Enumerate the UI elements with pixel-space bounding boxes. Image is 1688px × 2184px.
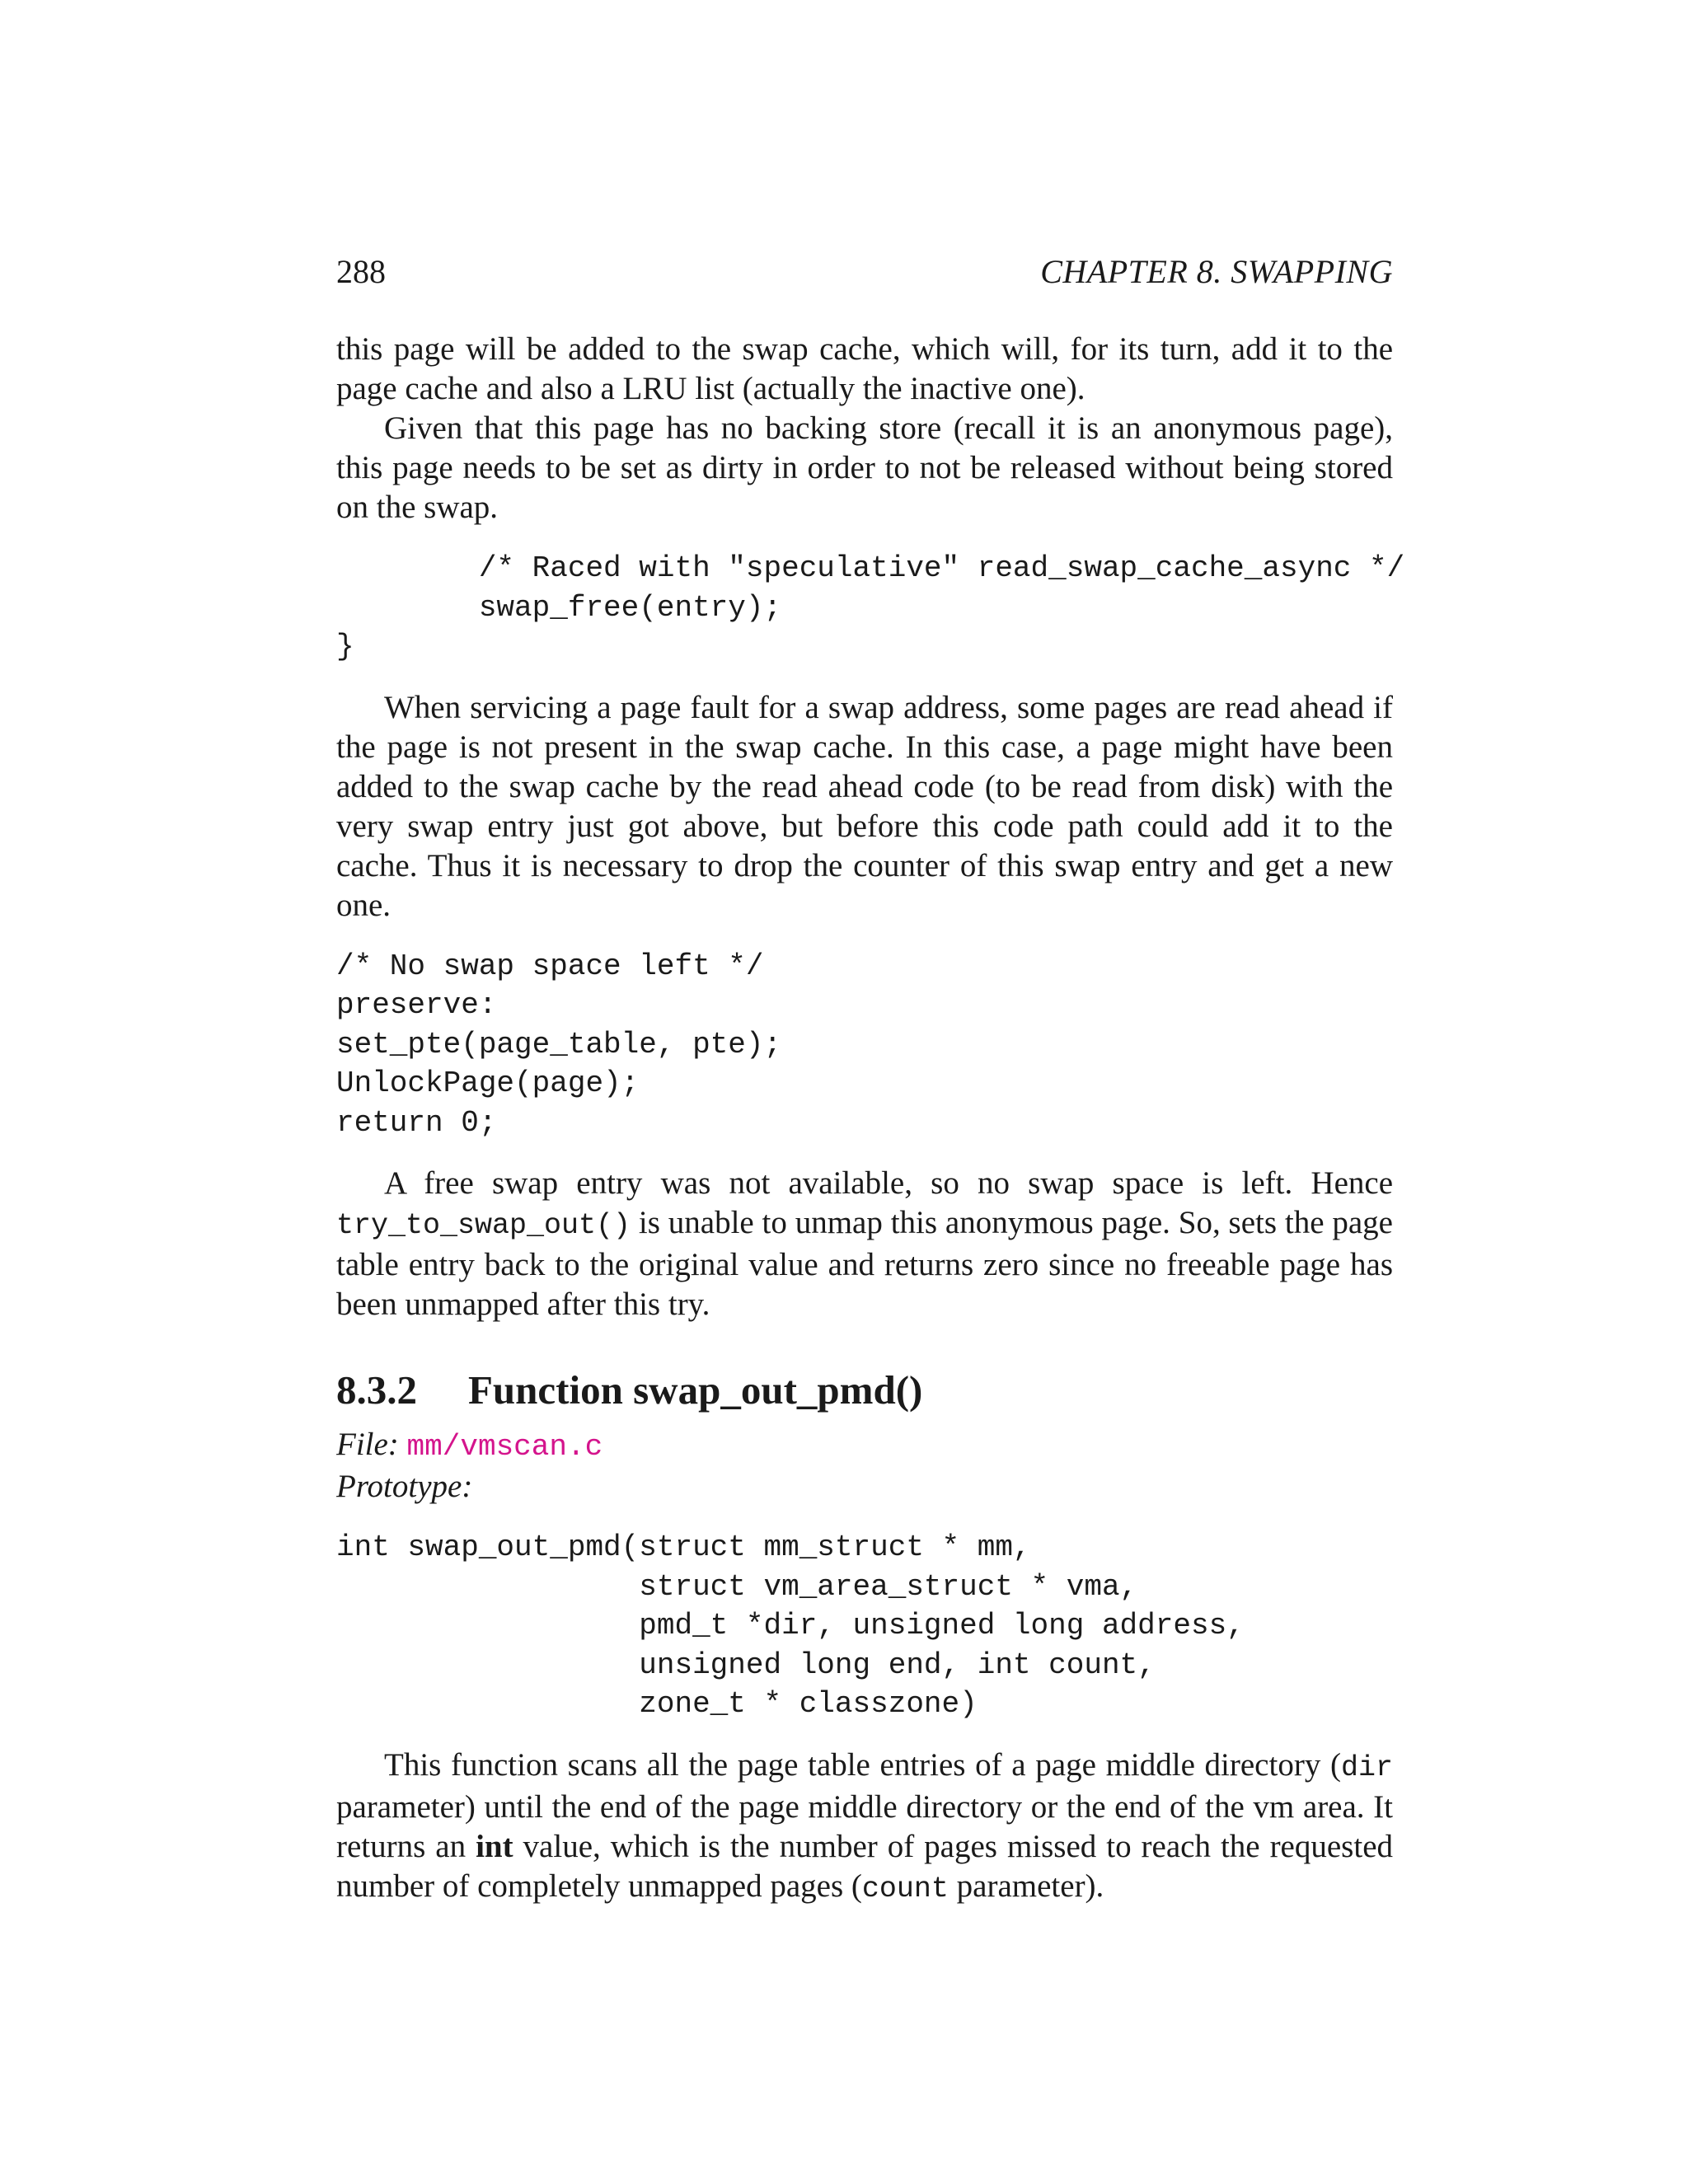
code-block-prototype: int swap_out_pmd(struct mm_struct * mm, struct vm_area_struct * vma, pmd_t *dir, unsigned long address, unsigned long end, int count, zone_t * classzone) (336, 1530, 1245, 1721)
document-page (336, 247, 1405, 1909)
inline-code-try-to-swap-out: try_to_swap_out() (336, 1209, 631, 1242)
prototype-label: Prototype: (336, 1469, 473, 1504)
paragraph-backing-store: Given that this page has no backing store (recall it is an anonymous page), this page needs to be set as dirty in order to not be released without being stored on the swap. (336, 410, 1393, 525)
paragraph-function-description (336, 1746, 1393, 1909)
code-block-raced: /* Raced with "speculative" read_swap_cache_async */ swap_free(entry); } (336, 551, 1405, 663)
file-line (336, 1425, 1393, 1467)
inline-code-count: count (861, 1872, 949, 1905)
bold-int: int (476, 1828, 513, 1864)
para5-text-2: parameter) until the end of the page middle directory or the end of the vm area. It returns an (336, 1788, 1393, 1864)
para5-text-3: value, which is the number of pages missed to reach the requested number of completely unmapped pages ( (336, 1828, 1393, 1904)
para4-text-after: is unable to unmap this anonymous page. So, sets the page table entry back to the original value and returns zero since no freeable page has been unmapped after this try. (336, 1205, 1393, 1322)
section-heading (336, 1366, 1393, 1415)
inline-code-dir: dir (1340, 1750, 1393, 1784)
page-header (336, 247, 1393, 297)
paragraph-no-swap-space (336, 1164, 1393, 1324)
file-path-link[interactable]: mm/vmscan.c (406, 1430, 603, 1464)
section-title: Function swap_out_pmd() (468, 1367, 923, 1413)
prototype-line (336, 1467, 1393, 1507)
running-title: CHAPTER 8. SWAPPING (1040, 253, 1393, 290)
file-label: File: (336, 1427, 399, 1462)
paragraph-swap-cache: this page will be added to the swap cache, which will, for its turn, add it to the page cache and also a LRU list (actually the inactive one). (336, 331, 1393, 406)
paragraph-page-fault: When servicing a page fault for a swap address, some pages are read ahead if the page is not present in the swap cache. In this case, a page might have been added to the swap cache by the read ahead code (to be read from disk) with the very swap entry just got above, but before this code path could add it to the cache. Thus it is necessary to drop the counter of this swap entry and get a new one. (336, 689, 1393, 923)
code-block-preserve: /* No swap space left */ preserve: set_pte(page_table, pte); UnlockPage(page); return 0; (336, 949, 782, 1140)
para5-text-1: This function scans all the page table entries of a page middle directory ( (384, 1746, 1341, 1783)
page-number: 288 (336, 253, 386, 290)
para4-text-before: A free swap entry was not available, so no swap space is left. Hence (384, 1165, 1393, 1201)
para5-text-4: parameter). (948, 1868, 1104, 1904)
section-number: 8.3.2 (336, 1367, 417, 1413)
